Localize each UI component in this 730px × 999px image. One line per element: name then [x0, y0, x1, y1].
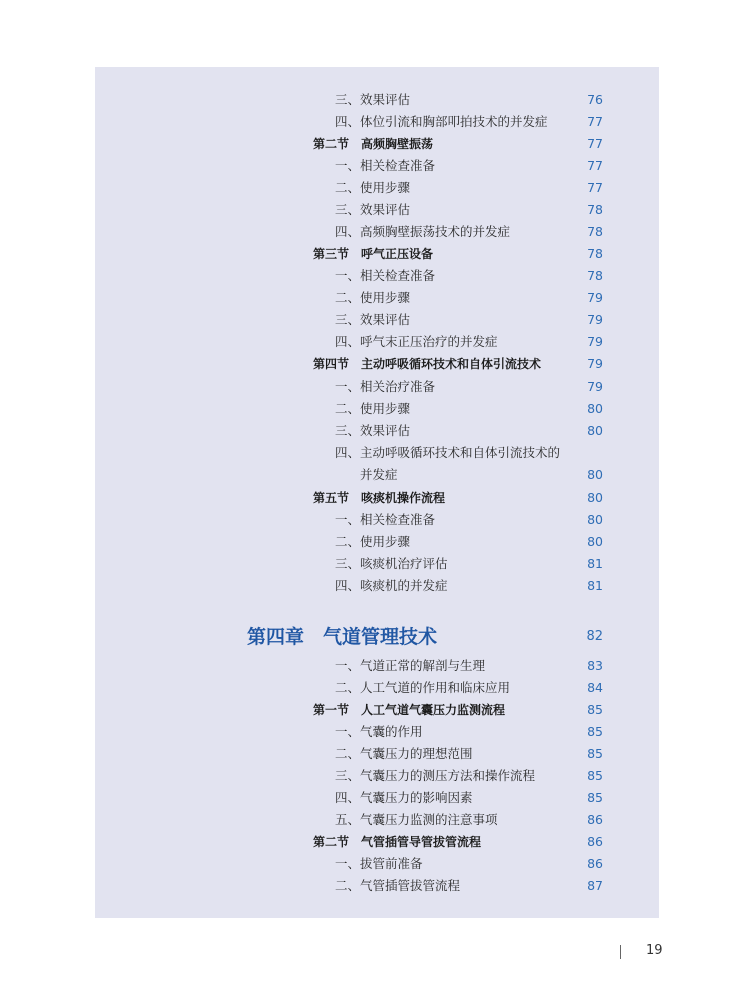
toc-entry-title: 并发症	[335, 467, 398, 482]
toc-entry-title: 四、高频胸壁振荡技术的并发症	[335, 224, 511, 239]
toc-entry-page: 77	[587, 158, 603, 173]
toc-entry-page: 83	[587, 658, 603, 673]
toc-item-entry[interactable]	[95, 510, 659, 530]
toc-entry-page: 84	[587, 680, 603, 695]
toc-list	[95, 67, 659, 918]
toc-entry-page: 79	[587, 379, 603, 394]
toc-entry-title: 二、使用步骤	[335, 401, 411, 416]
toc-entry-title: 三、效果评估	[335, 92, 411, 107]
toc-item-entry[interactable]	[95, 678, 659, 698]
toc-panel	[95, 67, 659, 918]
toc-entry-page: 82	[586, 629, 603, 644]
toc-item-entry[interactable]	[95, 288, 659, 308]
toc-entry-title: 一、相关检查准备	[335, 158, 436, 173]
toc-entry-title: 一、气道正常的解剖与生理	[335, 658, 486, 673]
toc-entry-page: 79	[587, 312, 603, 327]
toc-item-entry[interactable]	[95, 421, 659, 441]
toc-entry-title: 三、气囊压力的测压方法和操作流程	[335, 768, 536, 783]
toc-item-entry[interactable]	[95, 156, 659, 176]
toc-chapter-entry[interactable]	[95, 622, 659, 652]
toc-entry-page: 86	[587, 812, 603, 827]
toc-item-entry[interactable]	[95, 310, 659, 330]
toc-item-entry[interactable]	[95, 876, 659, 896]
toc-section-entry[interactable]	[95, 832, 659, 852]
toc-entry-title: 三、效果评估	[335, 312, 411, 327]
toc-entry-title: 三、效果评估	[335, 202, 411, 217]
toc-entry-page: 77	[587, 180, 603, 195]
toc-entry-page: 87	[587, 878, 603, 893]
toc-entry-page: 76	[587, 92, 603, 107]
toc-entry-title: 四、咳痰机的并发症	[335, 578, 448, 593]
toc-entry-page: 79	[587, 356, 603, 371]
toc-entry-page: 85	[587, 724, 603, 739]
toc-entry-page: 80	[587, 512, 603, 527]
toc-entry-title: 二、使用步骤	[335, 180, 411, 195]
toc-entry-page: 78	[587, 202, 603, 217]
toc-section-entry[interactable]	[95, 700, 659, 720]
toc-item-entry[interactable]	[95, 788, 659, 808]
toc-entry-page: 81	[587, 578, 603, 593]
toc-entry-title: 第三节 呼气正压设备	[313, 247, 434, 261]
toc-entry-title: 一、相关治疗准备	[335, 379, 436, 394]
toc-entry-page: 85	[587, 702, 603, 717]
toc-entry-page: 81	[587, 556, 603, 571]
toc-item-entry[interactable]	[95, 112, 659, 132]
toc-entry-title: 二、气囊压力的理想范围	[335, 746, 473, 761]
toc-item-entry[interactable]	[95, 854, 659, 874]
toc-entry-title: 第二节 气管插管导管拔管流程	[313, 835, 482, 849]
toc-item-entry[interactable]	[95, 178, 659, 198]
toc-entry-title: 二、气管插管拔管流程	[335, 878, 461, 893]
toc-item-entry[interactable]	[95, 810, 659, 830]
footer-divider	[620, 945, 621, 959]
toc-entry-page: 80	[587, 401, 603, 416]
toc-entry-title: 五、气囊压力监测的注意事项	[335, 812, 498, 827]
toc-entry-page: 79	[587, 290, 603, 305]
toc-entry-title: 二、人工气道的作用和临床应用	[335, 680, 511, 695]
toc-item-entry[interactable]	[95, 576, 659, 596]
toc-item-entry[interactable]	[95, 744, 659, 764]
toc-entry-title: 二、使用步骤	[335, 534, 411, 549]
toc-item-entry[interactable]	[95, 656, 659, 676]
toc-entry-page: 80	[587, 467, 603, 482]
toc-section-entry[interactable]	[95, 354, 659, 374]
toc-entry-page: 78	[587, 224, 603, 239]
toc-entry-title: 一、气囊的作用	[335, 724, 423, 739]
toc-entry-page: 77	[587, 136, 603, 151]
toc-entry-title: 一、相关检查准备	[335, 512, 436, 527]
toc-item-entry[interactable]	[95, 443, 659, 463]
footer-page-number: 19	[646, 943, 663, 958]
toc-entry-title: 四、呼气末正压治疗的并发症	[335, 334, 498, 349]
toc-entry-page: 85	[587, 768, 603, 783]
toc-entry-title: 第四节 主动呼吸循环技术和自体引流技术	[313, 357, 542, 371]
toc-item-entry[interactable]	[95, 90, 659, 110]
toc-item-entry[interactable]	[95, 465, 659, 485]
toc-entry-page: 85	[587, 746, 603, 761]
toc-entry-page: 79	[587, 334, 603, 349]
toc-section-entry[interactable]	[95, 488, 659, 508]
toc-item-entry[interactable]	[95, 766, 659, 786]
toc-entry-title: 一、相关检查准备	[335, 268, 436, 283]
toc-entry-title: 二、使用步骤	[335, 290, 411, 305]
toc-item-entry[interactable]	[95, 200, 659, 220]
toc-entry-title: 第四章 气道管理技术	[247, 626, 438, 648]
toc-entry-title: 四、体位引流和胸部叩拍技术的并发症	[335, 114, 548, 129]
toc-entry-title: 四、主动呼吸循环技术和自体引流技术的	[335, 445, 561, 460]
toc-section-entry[interactable]	[95, 134, 659, 154]
toc-entry-page: 85	[587, 790, 603, 805]
toc-item-entry[interactable]	[95, 332, 659, 352]
toc-entry-page: 78	[587, 268, 603, 283]
toc-entry-title: 四、气囊压力的影响因素	[335, 790, 473, 805]
toc-entry-title: 第二节 高频胸壁振荡	[313, 137, 434, 151]
toc-item-entry[interactable]	[95, 266, 659, 286]
toc-item-entry[interactable]	[95, 377, 659, 397]
toc-entry-page: 80	[587, 534, 603, 549]
toc-entry-page: 80	[587, 423, 603, 438]
toc-entry-page: 77	[587, 114, 603, 129]
toc-entry-title: 第一节 人工气道气囊压力监测流程	[313, 703, 506, 717]
toc-item-entry[interactable]	[95, 554, 659, 574]
toc-entry-page: 80	[587, 490, 603, 505]
toc-entry-title: 第五节 咳痰机操作流程	[313, 491, 446, 505]
toc-item-entry[interactable]	[95, 722, 659, 742]
toc-section-entry[interactable]	[95, 244, 659, 264]
toc-entry-title: 三、效果评估	[335, 423, 411, 438]
toc-item-entry[interactable]	[95, 399, 659, 419]
toc-entry-page: 86	[587, 856, 603, 871]
toc-entry-page: 78	[587, 246, 603, 261]
toc-entry-title: 一、拔管前准备	[335, 856, 423, 871]
toc-entry-page: 86	[587, 834, 603, 849]
toc-item-entry[interactable]	[95, 532, 659, 552]
toc-item-entry[interactable]	[95, 222, 659, 242]
toc-entry-title: 三、咳痰机治疗评估	[335, 556, 448, 571]
